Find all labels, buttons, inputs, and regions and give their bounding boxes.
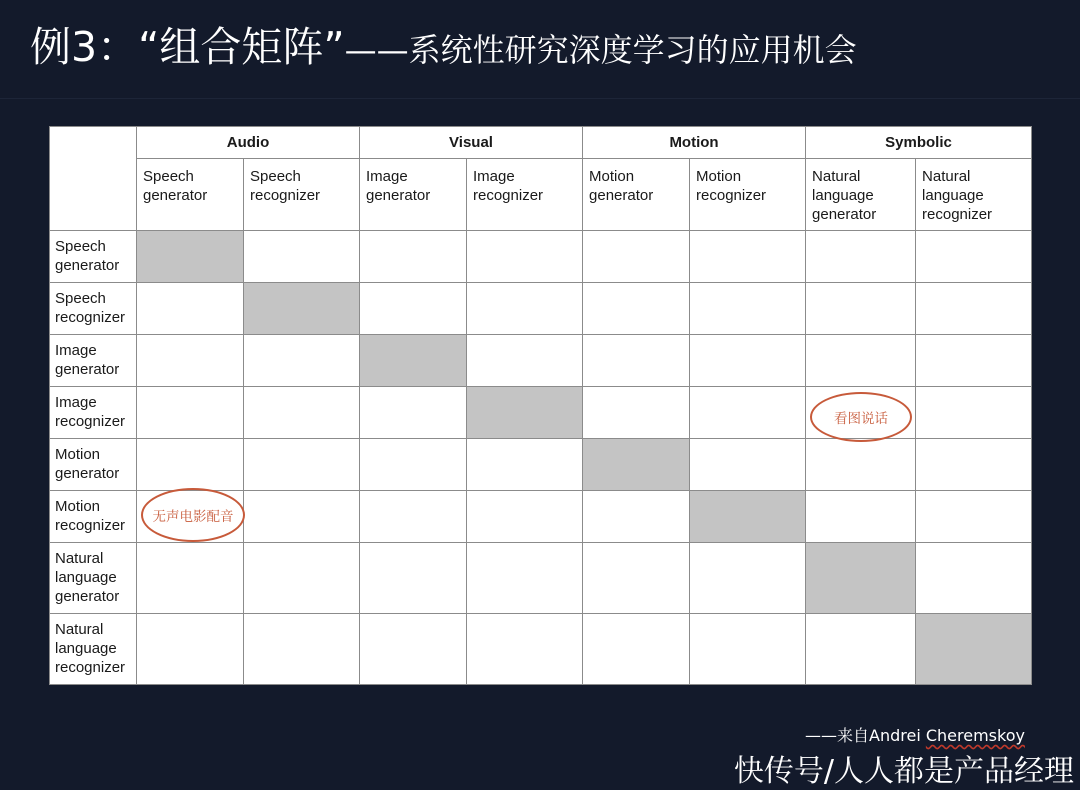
column-header-line: recognizer bbox=[250, 187, 321, 204]
row-header-line: Speech bbox=[55, 238, 106, 255]
column-header bbox=[583, 159, 690, 231]
diagonal-cell bbox=[360, 335, 467, 387]
row-header-line: Natural bbox=[55, 550, 104, 567]
column-header bbox=[244, 159, 360, 231]
diagonal-cell bbox=[583, 439, 690, 491]
watermark-text: 快传号/人人都是产品经理 bbox=[733, 754, 1074, 789]
matrix-cell bbox=[583, 335, 690, 387]
row-header-line: Motion bbox=[55, 498, 101, 515]
annotation-oval: 看图说话 bbox=[810, 392, 912, 442]
matrix-cell bbox=[244, 387, 360, 439]
diagonal-cell bbox=[806, 543, 916, 614]
matrix-row bbox=[50, 614, 1032, 685]
row-header-line: language bbox=[55, 569, 117, 586]
row-header bbox=[50, 491, 137, 543]
credit-prefix: ——来自Andrei bbox=[805, 726, 926, 745]
matrix-cell bbox=[467, 283, 583, 335]
matrix-cell bbox=[583, 491, 690, 543]
column-header-line: generator bbox=[366, 187, 431, 204]
column-header bbox=[916, 159, 1032, 231]
matrix-cell bbox=[360, 543, 467, 614]
matrix-cell bbox=[583, 283, 690, 335]
column-header bbox=[690, 159, 806, 231]
matrix-cell bbox=[806, 283, 916, 335]
group-header-motion: Motion bbox=[583, 127, 806, 159]
annotation-oval: 无声电影配音 bbox=[141, 488, 245, 542]
group-header-audio: Audio bbox=[137, 127, 360, 159]
matrix-cell bbox=[137, 614, 244, 685]
row-header-line: language bbox=[55, 640, 117, 657]
slide-title bbox=[30, 14, 857, 73]
corner-cell bbox=[50, 127, 137, 231]
column-header-line: Natural bbox=[922, 168, 971, 185]
row-header-line: recognizer bbox=[55, 517, 126, 534]
column-header-line: generator bbox=[812, 206, 877, 223]
matrix-cell bbox=[467, 439, 583, 491]
row-header bbox=[50, 335, 137, 387]
row-header-line: Motion bbox=[55, 446, 101, 463]
matrix-cell bbox=[690, 387, 806, 439]
matrix-cell bbox=[244, 543, 360, 614]
column-header-line: Natural bbox=[812, 168, 861, 185]
matrix-row bbox=[50, 491, 1032, 543]
header-divider bbox=[0, 98, 1080, 99]
group-header-symbolic: Symbolic bbox=[806, 127, 1032, 159]
slide-title-sub: ——系统性研究深度学习的应用机会 bbox=[344, 31, 857, 69]
matrix-cell bbox=[467, 491, 583, 543]
column-header-line: language bbox=[922, 187, 984, 204]
row-header-line: Image bbox=[55, 342, 97, 359]
matrix-cell bbox=[244, 491, 360, 543]
credit-name: Cheremskoy bbox=[925, 726, 1025, 745]
matrix-cell bbox=[583, 543, 690, 614]
column-header-line: recognizer bbox=[473, 187, 544, 204]
matrix-cell bbox=[360, 283, 467, 335]
matrix-cell bbox=[360, 387, 467, 439]
matrix-cell bbox=[137, 543, 244, 614]
matrix-row bbox=[50, 543, 1032, 614]
row-header-line: Natural bbox=[55, 621, 104, 638]
matrix-cell bbox=[806, 614, 916, 685]
matrix-cell bbox=[916, 491, 1032, 543]
matrix-cell bbox=[806, 439, 916, 491]
matrix-cell bbox=[690, 439, 806, 491]
matrix-cell bbox=[690, 283, 806, 335]
column-header-line: recognizer bbox=[922, 206, 993, 223]
matrix-cell bbox=[467, 543, 583, 614]
source-credit bbox=[805, 723, 1025, 746]
matrix-cell bbox=[467, 231, 583, 283]
column-header-line: Image bbox=[366, 168, 408, 185]
row-header-line: generator bbox=[55, 361, 120, 378]
column-header bbox=[360, 159, 467, 231]
matrix-cell bbox=[690, 614, 806, 685]
row-header-line: generator bbox=[55, 588, 120, 605]
diagonal-cell bbox=[244, 283, 360, 335]
matrix-row bbox=[50, 335, 1032, 387]
matrix-cell bbox=[916, 283, 1032, 335]
matrix-cell bbox=[806, 231, 916, 283]
diagonal-cell bbox=[916, 614, 1032, 685]
row-header bbox=[50, 439, 137, 491]
matrix-cell bbox=[583, 614, 690, 685]
column-header-line: Speech bbox=[143, 168, 194, 185]
matrix-cell bbox=[916, 387, 1032, 439]
column-header-line: generator bbox=[589, 187, 654, 204]
matrix-cell bbox=[916, 335, 1032, 387]
column-header-line: Motion bbox=[589, 168, 635, 185]
matrix-cell bbox=[244, 614, 360, 685]
matrix-cell bbox=[916, 231, 1032, 283]
row-header-line: recognizer bbox=[55, 413, 126, 430]
column-header-line: Image bbox=[473, 168, 515, 185]
matrix-cell bbox=[244, 231, 360, 283]
row-header-line: generator bbox=[55, 257, 120, 274]
row-header bbox=[50, 543, 137, 614]
matrix-cell bbox=[137, 335, 244, 387]
matrix-cell bbox=[467, 614, 583, 685]
matrix-row bbox=[50, 283, 1032, 335]
matrix-row bbox=[50, 387, 1032, 439]
diagonal-cell bbox=[467, 387, 583, 439]
matrix-cell bbox=[916, 543, 1032, 614]
matrix-cell bbox=[137, 439, 244, 491]
matrix-cell bbox=[583, 387, 690, 439]
matrix-cell bbox=[360, 491, 467, 543]
column-header-line: generator bbox=[143, 187, 208, 204]
group-header-visual: Visual bbox=[360, 127, 583, 159]
column-header bbox=[467, 159, 583, 231]
row-header bbox=[50, 231, 137, 283]
row-header bbox=[50, 387, 137, 439]
row-header bbox=[50, 283, 137, 335]
matrix-cell bbox=[583, 231, 690, 283]
group-header-row bbox=[50, 127, 1032, 159]
matrix-cell bbox=[360, 614, 467, 685]
diagonal-cell bbox=[690, 491, 806, 543]
matrix-cell bbox=[137, 283, 244, 335]
column-header bbox=[806, 159, 916, 231]
row-header-line: Speech bbox=[55, 290, 106, 307]
column-header bbox=[137, 159, 244, 231]
matrix-cell bbox=[806, 335, 916, 387]
matrix-cell bbox=[244, 335, 360, 387]
column-header-row bbox=[50, 159, 1032, 231]
row-header bbox=[50, 614, 137, 685]
matrix-row bbox=[50, 231, 1032, 283]
matrix-cell bbox=[360, 439, 467, 491]
matrix-cell bbox=[690, 335, 806, 387]
column-header-line: recognizer bbox=[696, 187, 767, 204]
row-header-line: Image bbox=[55, 394, 97, 411]
row-header-line: recognizer bbox=[55, 309, 126, 326]
matrix-cell bbox=[690, 543, 806, 614]
slide-title-main: 例3：“组合矩阵” bbox=[30, 23, 345, 71]
row-header-line: recognizer bbox=[55, 659, 126, 676]
matrix-cell bbox=[137, 491, 244, 543]
matrix-cell bbox=[806, 387, 916, 439]
column-header-line: Speech bbox=[250, 168, 301, 185]
matrix-row bbox=[50, 439, 1032, 491]
matrix-cell bbox=[467, 335, 583, 387]
matrix-cell bbox=[360, 231, 467, 283]
row-header-line: generator bbox=[55, 465, 120, 482]
matrix-cell bbox=[806, 491, 916, 543]
diagonal-cell bbox=[137, 231, 244, 283]
matrix-cell bbox=[244, 439, 360, 491]
column-header-line: Motion bbox=[696, 168, 742, 185]
matrix-cell bbox=[916, 439, 1032, 491]
matrix-cell bbox=[690, 231, 806, 283]
column-header-line: language bbox=[812, 187, 874, 204]
matrix-cell bbox=[137, 387, 244, 439]
combination-matrix bbox=[49, 126, 1032, 685]
